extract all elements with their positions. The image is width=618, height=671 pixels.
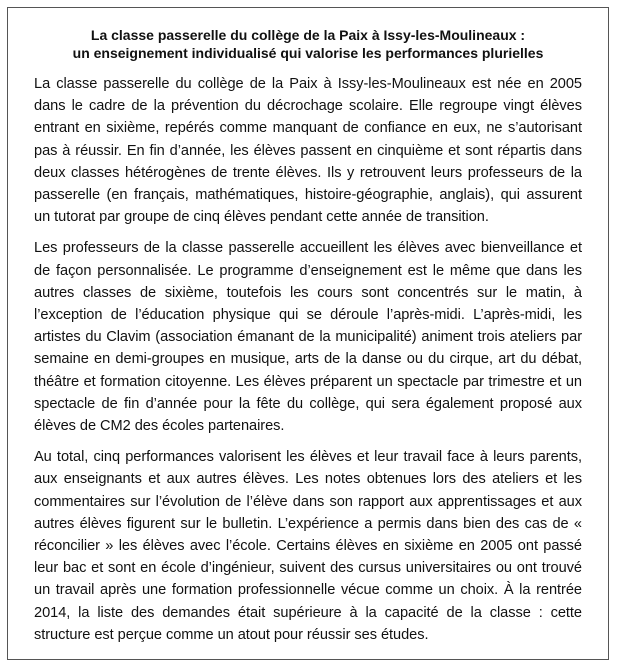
paragraph-3: Au total, cinq performances valorisent les élèves et leur travail face à leurs parents, aux enseignants et aux autres élèves. Les notes obtenues lors des ateliers et les commentaires sur l’évolution de l’élève dans son rapport aux apprentissages et aux autres élèves figurent sur le bulletin. L’expérience a permis dans bien des cas de « réconcilier » les élèves avec l’école. Certains élèves en sixième en 2005 ont passé leur bac et sont en école d’ingénieur, suivent des cursus universitaires ou ont trouvé un travail après une formation professionnelle vécue comme un choix. À la rentrée 2014, la liste des demandes était supérieure à la capacité de la classe : cette structure est perçue comme un atout pour réussir ses études. xyxy=(34,449,582,643)
paragraph-2: Les professeurs de la classe passerelle accueillent les élèves avec bienveillance et de façon personnalisée. Le programme d’enseignement est le même que dans les autres classes de sixième, toutefois les cours sont concentrés sur le matin, à l’exception de l’éducation physique qui se déroule l’après-midi. L’après-midi, les artistes du Clavim (association émanant de la municipalité) animent trois ateliers par semaine en demi-groupes en musique, arts de la danse ou du cirque, art du débat, théâtre et formation citoyenne. Les élèves préparent un spectacle par trimestre et un spectacle de fin d’année pour la fête du collège, qui sera également proposé aux élèves de CM2 des écoles partenaires. xyxy=(34,240,582,435)
document-box xyxy=(7,7,609,660)
document-title xyxy=(34,26,582,62)
paragraph-1: La classe passerelle du collège de la Paix à Issy-les-Moulineaux est née en 2005 dans le cadre de la prévention du décrochage scolaire. Elle regroupe vingt élèves entrant en sixième, repérés comme manquant de confiance en eux, ne s’autorisant pas à réussir. En fin d’année, les élèves passent en cinquième et sont répartis dans deux classes hétérogènes de trente élèves. Ils y retrouvent leurs professeurs de la passerelle (en français, mathématiques, histoire-géographie, anglais), qui assurent un tutorat par groupe de cinq élèves pendant cette année de transition. xyxy=(34,76,582,226)
title-line-2: un enseignement individualisé qui valorise les performances plurielles xyxy=(72,45,544,61)
title-line-1: La classe passerelle du collège de la Paix à Issy-les-Moulineaux : xyxy=(90,27,526,43)
